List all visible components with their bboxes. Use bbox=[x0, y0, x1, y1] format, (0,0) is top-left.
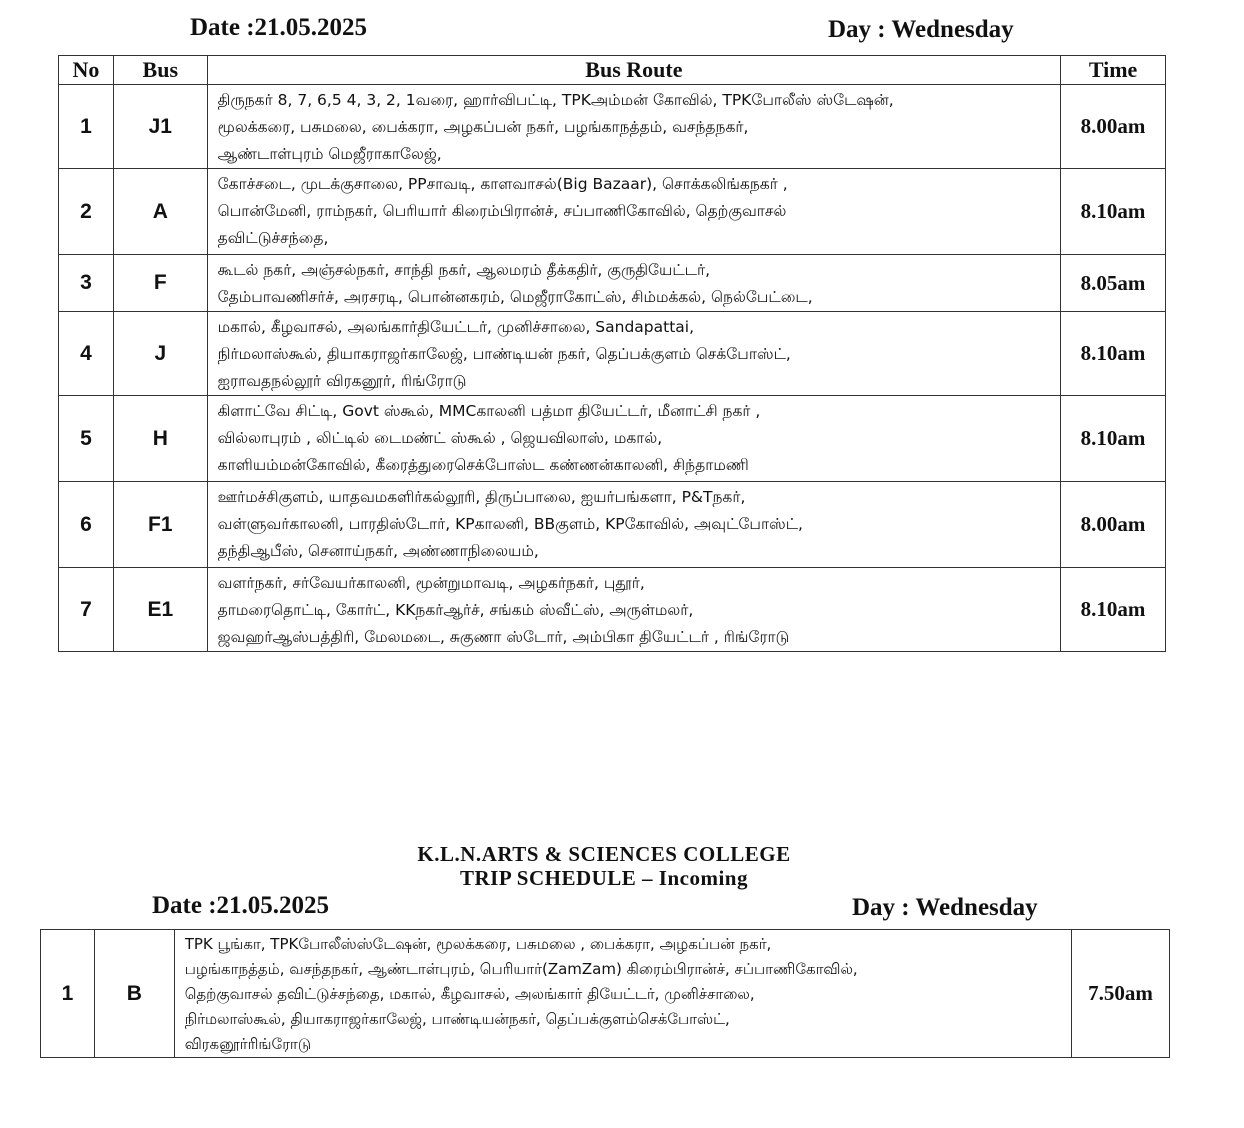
bus-route bbox=[207, 568, 1060, 652]
row-number: 2 bbox=[59, 169, 114, 255]
route-line: தந்திஆபீஸ், செனாய்நகர், அண்ணாநிலையம், bbox=[217, 542, 539, 560]
route-line: தவிட்டுச்சந்தை, bbox=[217, 229, 329, 247]
incoming-date: Date :21.05.2025 bbox=[152, 892, 330, 919]
departure-time: 8.10am bbox=[1061, 568, 1166, 652]
table-row bbox=[59, 85, 1166, 169]
route-line: கோச்சடை, முடக்குசாலை, PPசாவடி, காளவாசல்(Big Bazaar), சொக்கலிங்கநகர் , bbox=[217, 175, 788, 193]
header-bus: Bus bbox=[113, 56, 207, 85]
route-line: ஆண்டாள்புரம் மெஜீராகாலேஜ், bbox=[217, 145, 442, 163]
table-row bbox=[59, 255, 1166, 312]
route-line: பொன்மேனி, ராம்நகர், பெரியார் கிரைம்பிரான்ச், சப்பாணிகோவில், தெற்குவாசல் bbox=[217, 202, 787, 220]
route-line: காளியம்மன்கோவில், கீரைத்துரைசெக்போஸ்ட கண்ணன்காலனி, சிந்தாமணி bbox=[217, 456, 749, 474]
route-line: தேம்பாவணிசர்ச், அரசரடி, பொன்னகரம், மெஜீராகோட்ஸ், சிம்மக்கல், நெல்பேட்டை, bbox=[217, 288, 813, 306]
route-line: கிளாட்வே சிட்டி, Govt ஸ்கூல், MMCகாலனி பத்மா தியேட்டர், மீனாட்சி நகர் , bbox=[217, 402, 761, 420]
college-name: K.L.N.ARTS & SCIENCES COLLEGE bbox=[417, 842, 791, 866]
incoming-day: Day : Wednesday bbox=[852, 894, 1038, 921]
schedule-title: TRIP SCHEDULE – Incoming bbox=[460, 866, 748, 890]
departure-time: 8.10am bbox=[1061, 396, 1166, 482]
route-line: TPK பூங்கா, TPKபோலீஸ்ஸ்டேஷன், மூலக்கரை, பசுமலை , பைக்கரா, அழகப்பன் நகர், bbox=[184, 935, 772, 953]
row-number: 4 bbox=[59, 312, 114, 396]
route-line: திருநகர் 8, 7, 6,5 4, 3, 2, 1வரை, ஹார்விபட்டி, TPKஅம்மன் கோவில், TPKபோலீஸ் ஸ்டேஷன், bbox=[217, 91, 894, 109]
header-no: No bbox=[59, 56, 114, 85]
table-row bbox=[59, 482, 1166, 568]
route-line: ஊர்மச்சிகுளம், யாதவமகளிர்கல்லூரி, திருப்பாலை, ஐயர்பங்களா, P&Tநகர், bbox=[217, 488, 746, 506]
bus-code: F bbox=[113, 255, 207, 312]
bus-code: A bbox=[113, 169, 207, 255]
route-line: ஐராவதநல்லூர் விரகனூர், ரிங்ரோடு bbox=[217, 372, 467, 390]
bus-code: E1 bbox=[113, 568, 207, 652]
route-line: நிர்மலாஸ்கூல், தியாகராஜர்காலேஜ், பாண்டியன்நகர், தெப்பக்குளம்செக்போஸ்ட், bbox=[184, 1010, 730, 1028]
bus-route bbox=[207, 169, 1060, 255]
bus-route bbox=[207, 255, 1060, 312]
header-time: Time bbox=[1061, 56, 1166, 85]
bus-code: J bbox=[113, 312, 207, 396]
header-route: Bus Route bbox=[207, 56, 1060, 85]
departure-time: 8.05am bbox=[1061, 255, 1166, 312]
table-row bbox=[41, 930, 1170, 1058]
departure-time: 8.00am bbox=[1061, 85, 1166, 169]
row-number: 3 bbox=[59, 255, 114, 312]
row-number: 1 bbox=[41, 930, 95, 1058]
bus-route bbox=[174, 930, 1071, 1058]
route-line: ஜவஹர்ஆஸ்பத்திரி, மேலமடை, சுகுணா ஸ்டோர், அம்பிகா தியேட்டர் , ரிங்ரோடு bbox=[217, 628, 790, 646]
departure-time: 8.10am bbox=[1061, 169, 1166, 255]
route-line: மகால், கீழவாசல், அலங்கார்தியேட்டர், முனிச்சாலை, Sandapattai, bbox=[217, 318, 695, 336]
route-line: கூடல் நகர், அஞ்சல்நகர், சாந்தி நகர், ஆலமரம் தீக்கதிர், குருதியேட்டர், bbox=[217, 261, 711, 279]
outgoing-schedule-table bbox=[58, 55, 1166, 652]
outgoing-day: Day : Wednesday bbox=[828, 16, 1014, 43]
route-line: விரகனூர்ரிங்ரோடு bbox=[184, 1035, 312, 1053]
departure-time: 8.10am bbox=[1061, 312, 1166, 396]
departure-time: 8.00am bbox=[1061, 482, 1166, 568]
table-row bbox=[59, 396, 1166, 482]
bus-route bbox=[207, 396, 1060, 482]
bus-code: F1 bbox=[113, 482, 207, 568]
bus-route bbox=[207, 312, 1060, 396]
row-number: 1 bbox=[59, 85, 114, 169]
bus-route bbox=[207, 85, 1060, 169]
route-line: வில்லாபுரம் , லிட்டில் டைமண்ட் ஸ்கூல் , ஜெயவிலாஸ், மகால், bbox=[217, 429, 663, 447]
row-number: 5 bbox=[59, 396, 114, 482]
row-number: 7 bbox=[59, 568, 114, 652]
bus-code: B bbox=[94, 930, 174, 1058]
bus-code: J1 bbox=[113, 85, 207, 169]
route-line: தாமரைதொட்டி, கோர்ட், KKநகர்ஆர்ச், சங்கம் ஸ்வீட்ஸ், அருள்மலர், bbox=[217, 601, 694, 619]
departure-time: 7.50am bbox=[1072, 930, 1170, 1058]
route-line: நிர்மலாஸ்கூல், தியாகராஜர்காலேஜ், பாண்டியன் நகர், தெப்பக்குளம் செக்போஸ்ட், bbox=[217, 345, 791, 363]
route-line: மூலக்கரை, பசுமலை, பைக்கரா, அழகப்பன் நகர், பழங்காநத்தம், வசந்தநகர், bbox=[217, 118, 749, 136]
table-row bbox=[59, 312, 1166, 396]
bus-code: H bbox=[113, 396, 207, 482]
route-line: வளர்நகர், சர்வேயர்காலனி, மூன்றுமாவடி, அழகர்நகர், புதூர், bbox=[217, 574, 645, 592]
route-line: பழங்காநத்தம், வசந்தநகர், ஆண்டாள்புரம், பெரியார்(ZamZam) கிரைம்பிரான்ச், சப்பாணிகோவில், bbox=[184, 960, 858, 978]
bus-route bbox=[207, 482, 1060, 568]
outgoing-date: Date :21.05.2025 bbox=[190, 14, 368, 41]
table-row bbox=[59, 568, 1166, 652]
route-line: வள்ளுவர்காலனி, பாரதிஸ்டோர், KPகாலனி, BBகுளம், KPகோவில், அவுட்போஸ்ட், bbox=[217, 515, 803, 533]
row-number: 6 bbox=[59, 482, 114, 568]
table-header-row bbox=[59, 56, 1166, 85]
incoming-schedule-table bbox=[40, 929, 1170, 1058]
route-line: தெற்குவாசல் தவிட்டுச்சந்தை, மகால், கீழவாசல், அலங்கார் தியேட்டர், முனிச்சாலை, bbox=[184, 985, 755, 1003]
table-row bbox=[59, 169, 1166, 255]
